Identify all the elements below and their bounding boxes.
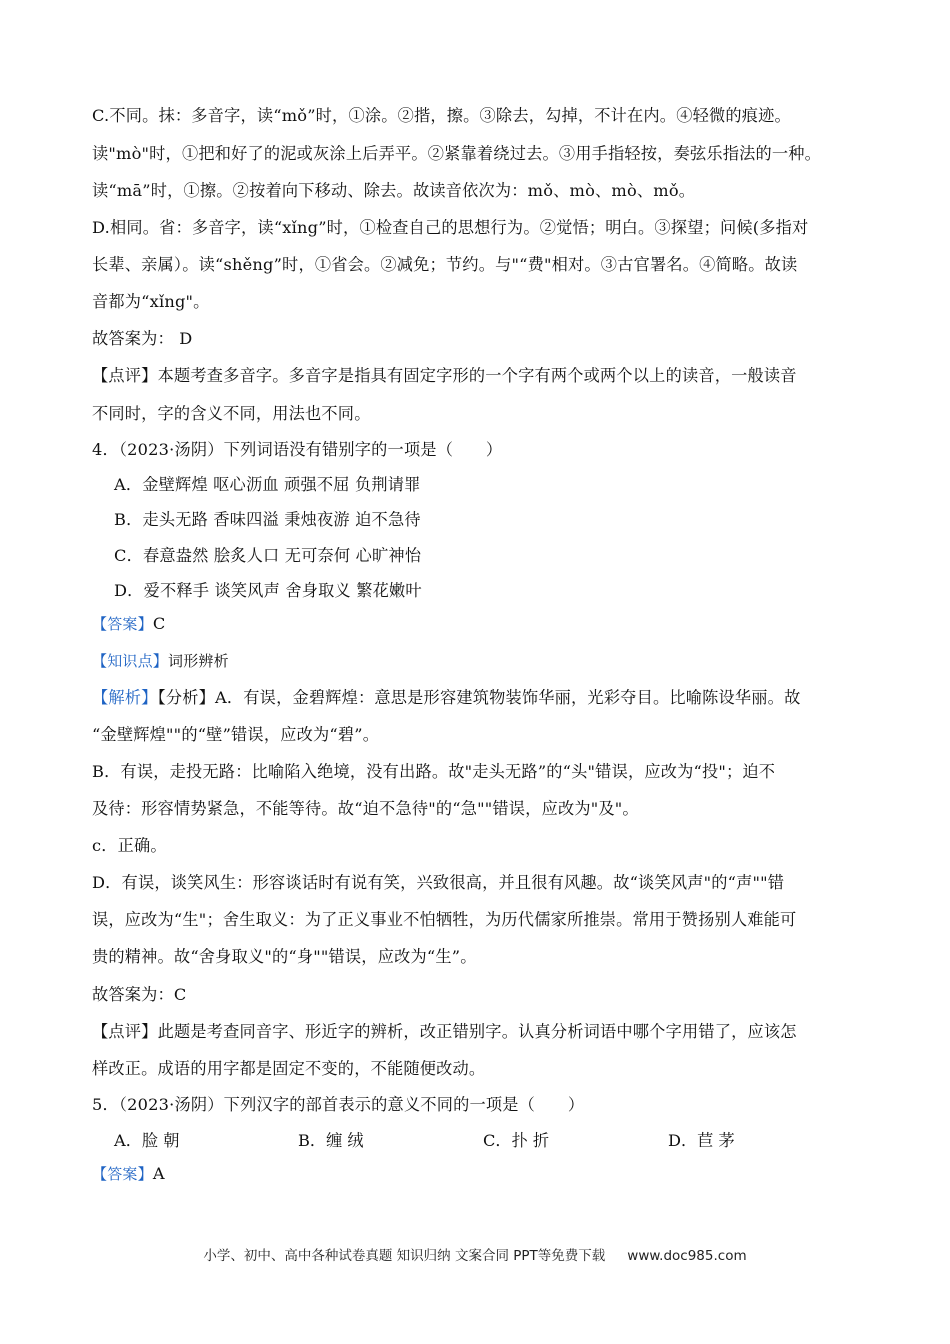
question-5-stem: 5．（2023·汤阴）下列汉字的部首表示的意义不同的一项是（ ） (92, 1095, 585, 1114)
review-line (92, 362, 797, 386)
page-footer (0, 1244, 950, 1264)
question-4-option-c: C．春意盎然 脍炙人口 无可奈何 心旷神怡 (114, 546, 422, 565)
text-line: 读"mò"时，①把和好了的泥或灰涂上后弄平。②紧靠着绕过去。③用手指轻按，奏弦乐指法的一种。 (92, 144, 822, 163)
question-5-option-c: C．扑 折 (483, 1131, 550, 1150)
review-tag: 【点评】 (92, 1022, 158, 1041)
text-line: 样改正。成语的用字都是固定不变的，不能随便改动。 (92, 1059, 486, 1078)
text-line: 读“mā”时，①擦。②按着向下移动、除去。故读音依次为：mǒ、mò、mò、mǒ。 (92, 181, 696, 200)
question-4-option-d: D．爱不释手 谈笑风声 舍身取义 繁花嫩叶 (114, 581, 422, 600)
text-line: 贵的精神。故“舍身取义"的“身""错误，应改为“生”。 (92, 947, 477, 966)
analysis-text: 【分析】A．有误，金碧辉煌：意思是形容建筑物装饰华丽，光彩夺目。比喻陈设华丽。故 (157, 688, 801, 707)
text-line: B．有误，走投无路：比喻陷入绝境，没有出路。故"走头无路”的“头"错误，应改为“投"；迫不 (92, 762, 776, 781)
answer-tag: 【答案】 (92, 1165, 153, 1183)
question-5-option-d: D．苣 茅 (668, 1131, 735, 1150)
question-5-option-b: B．缠 绒 (298, 1131, 364, 1150)
question-4-option-a: A．金壁辉煌 呕心沥血 顽强不屈 负荆请罪 (114, 475, 421, 494)
text-line: 长辈、亲属）。读“shěng”时，①省会。②减免；节约。与"“费"相对。③古官署名。④简略。故读 (92, 255, 798, 274)
knowledge-tag: 【知识点】 (92, 652, 169, 670)
answer-line (92, 613, 165, 634)
footer-link[interactable]: www.doc985.com (627, 1248, 747, 1264)
analysis-tag: 【解析】 (92, 688, 158, 707)
text-line: D．有误，谈笑风生：形容谈话时有说有笑，兴致很高，并且很有风趣。故“谈笑风声"的“声""错 (92, 873, 785, 892)
text-line: “金壁辉煌""的“壁”错误，应改为“碧”。 (92, 725, 380, 744)
text-line: 误，应改为“生"；舍生取义：为了正义事业不怕牺牲，为历代儒家所推崇。常用于赞扬别人难能可 (92, 910, 797, 929)
knowledge-value: 词形辨析 (168, 652, 229, 670)
review-text: 本题考查多音字。多音字是指具有固定字形的一个字有两个或两个以上的读音，一般读音 (157, 366, 797, 385)
text-line: c．正确。 (92, 836, 167, 855)
answer-statement: 故答案为：C (92, 985, 187, 1004)
review-text: 此题是考查同音字、形近字的辨析，改正错别字。认真分析词语中哪个字用错了，应该怎 (157, 1022, 797, 1041)
answer-line (92, 1163, 165, 1184)
answer-statement: 故答案为： D (92, 329, 193, 348)
text-line: 不同时，字的含义不同，用法也不同。 (92, 404, 371, 423)
text-line: D.相同。省：多音字，读“xǐng”时，①检查自己的思想行为。②觉悟；明白。③探望；问候(多指对 (92, 218, 809, 237)
text-line: C.不同。抹：多音字，读“mǒ”时，①涂。②揩，擦。③除去，勾掉，不计在内。④轻微的痕迹。 (92, 106, 791, 125)
review-tag: 【点评】 (92, 366, 158, 385)
analysis-line (92, 684, 800, 708)
answer-tag: 【答案】 (92, 615, 153, 633)
review-line (92, 1018, 797, 1042)
text-line: 音都为“xǐng"。 (92, 292, 210, 311)
knowledge-line (92, 650, 229, 671)
answer-value: C (152, 614, 166, 633)
question-5-option-a: A．脸 朝 (114, 1131, 180, 1150)
question-4-option-b: B．走头无路 香味四溢 秉烛夜游 迫不急待 (114, 510, 421, 529)
text-line: 及待：形容情势紧急，不能等待。故“迫不急待"的“急""错误，应改为"及"。 (92, 799, 639, 818)
answer-value: A (152, 1164, 165, 1183)
footer-text: 小学、初中、高中各种试卷真题 知识归纳 文案合同 PPT等免费下载 (203, 1248, 606, 1264)
question-4-stem: 4．（2023·汤阴）下列词语没有错别字的一项是（ ） (92, 440, 503, 459)
